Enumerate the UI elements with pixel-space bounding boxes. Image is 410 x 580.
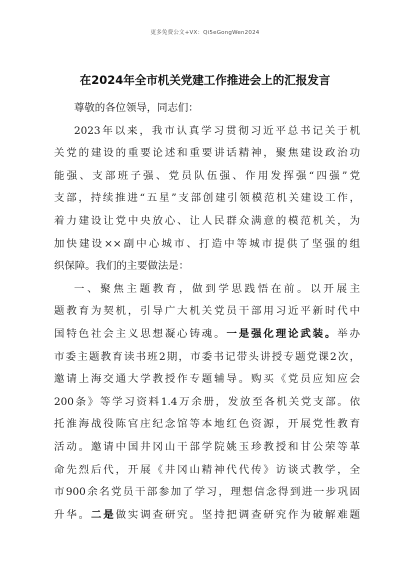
body-line: 国特色社会主义思想凝心铸魂。一是强化理论武装。举办 — [54, 327, 360, 340]
body-line: 命先烈后代，开展《井冈山精神代代传》访谈式教学，全 — [54, 463, 360, 476]
body-line: 邀请上海交通大学教授作专题辅导。购买《党员应知应会 — [54, 373, 360, 386]
header-note: 更多免费公文+VX：Qi5eGongWen2024 — [150, 30, 260, 36]
document-body — [54, 97, 360, 526]
subheading-two: 二是 — [90, 508, 116, 521]
body-line: 织保障。我们的主要做法是： — [54, 260, 190, 273]
subheading-one: 一是强化理论武装。 — [226, 327, 338, 340]
body-line: 市委主题教育读书班2期，市委书记带头讲授专题党课2次， — [54, 350, 360, 363]
body-line: 关党的建设的重要论述和重要讲话精神，聚焦建设政治功 — [54, 147, 360, 160]
body-line: 升华。二是做实调查研究。坚持把调查研究作为破解难题 — [54, 508, 360, 521]
body-line: 2023年以来，我市认真学习贯彻习近平总书记关于机 — [74, 124, 360, 137]
body-line: 支部，持续推进“五星”支部创建引领模范机关建设工作， — [54, 192, 360, 205]
body-line: 题教育为契机，引导广大机关党员干部用习近平新时代中 — [54, 305, 360, 318]
body-line: 能强、支部班子强、党员队伍强、作用发挥强“四强”党 — [54, 169, 360, 182]
salutation-line: 尊敬的各位领导，同志们： — [74, 102, 199, 114]
body-line: 托淮海战役陈官庄纪念馆等本地红色资源，开展党性教育 — [54, 418, 360, 431]
body-line: 着力建设让党中央放心、让人民群众满意的模范机关，为 — [54, 214, 360, 227]
document-title: 在2024年全市机关党建工作推进会上的汇报发言 — [79, 73, 331, 87]
body-line: 加快建设××副中心城市、打造中等城市提供了坚强的组 — [54, 237, 360, 250]
section-heading-line: 一、聚焦主题教育，做到学思践悟在前。以开展主 — [74, 282, 360, 295]
body-line: 200条》等学习资料1.4万余册，发放至各机关党支部。依 — [54, 395, 360, 408]
body-line: 市900余名党员干部参加了学习，理想信念得到进一步巩固 — [54, 486, 360, 499]
body-line: 活动。邀请中国井冈山干部学院姚玉珍教授和甘公荣等革 — [54, 440, 360, 453]
